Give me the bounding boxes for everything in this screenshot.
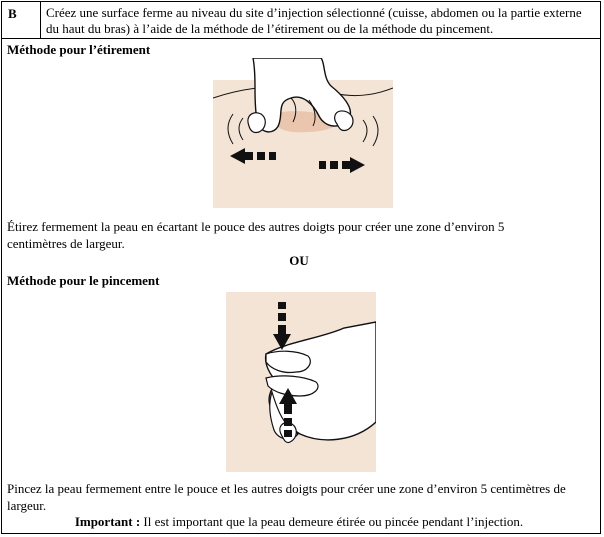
stretch-description: Étirez fermement la peau en écartant le pouce des autres doigts pour créer une zone d’environ 5 centimètres de largeur. [7,219,505,251]
important-text: Il est important que la peau demeure étirée ou pincée pendant l’injection. [140,514,524,529]
or-label: OU [289,253,309,268]
step-instruction: Créez une surface ferme au niveau du site d’injection sélectionné (cuisse, abdomen ou la partie externe du haut du bras) à l’aide de la méthode de l’étirement ou de la méthode du pincement. [46,5,582,36]
step-row [2,2,600,39]
pinch-illustration [226,292,376,472]
pinch-heading: Méthode pour le pincement [7,273,160,288]
important-note [0,514,598,530]
stretch-illustration [213,58,393,208]
pinch-description: Pincez la peau fermement entre le pouce et les autres doigts pour créer une zone d’environ 5 centimètres de largeur. [7,481,566,513]
important-label: Important : [74,514,141,529]
step-letter: B [8,6,17,21]
stretch-heading: Méthode pour l’étirement [7,42,151,57]
column-divider [40,2,41,38]
